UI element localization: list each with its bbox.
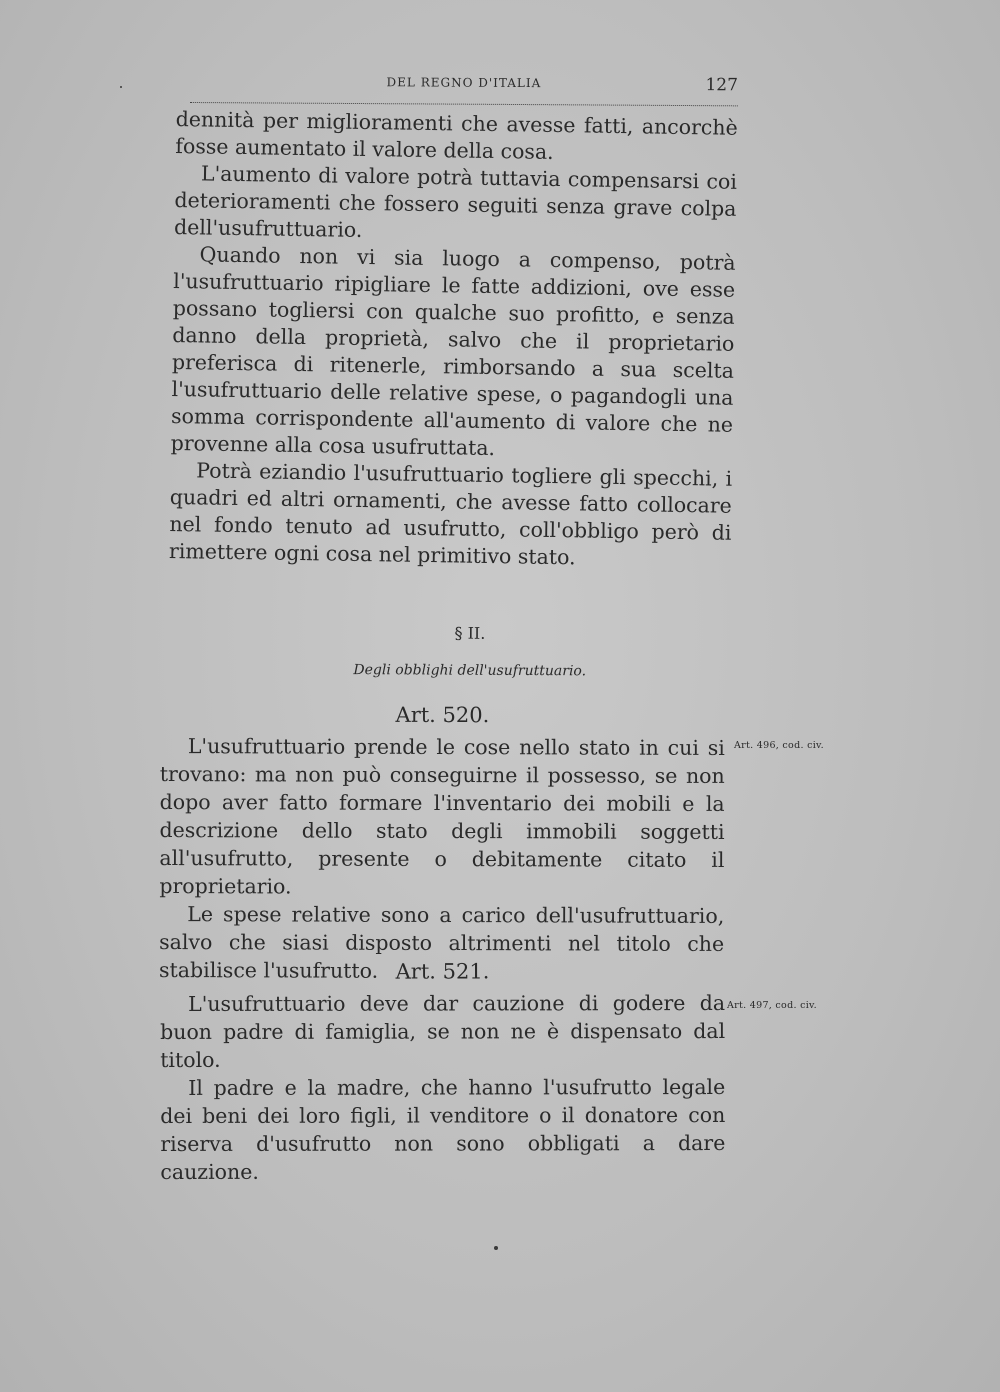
article-521 [160,957,725,1186]
paragraph: L'aumento di valore potrà tuttavia compensarsi coi deterioramenti che fossero seguiti senza grave colpa dell'usufruttuario. [173,161,738,242]
page-number: 127 [705,75,738,96]
running-title: DEL REGNO D'ITALIA [386,75,542,91]
section-heading [150,622,750,680]
paragraph: Quando non vi sia luogo a compenso, potrà l'usufruttuario ripigliare le fatte addizioni, ove esse possano togliersi con qualche suo profitto, e senza danno della proprietà, salvo che il proprietario preferisca di ritenerle, rimborsando a sua scelta l'usufruttuario delle relative spese, o pagandogli una somma corrispondente all'aumento di valore che ne provenne alla cosa usufruttata. [170,242,736,461]
article-paragraph: L'usufruttuario deve dar cauzione di godere da buon padre di famiglia, se non ne è dispensato dal titolo. [160,991,726,1072]
margin-note-art-521: Art. 497, cod. civ. [727,1000,817,1011]
body-text [169,106,738,574]
section-mark: § II. [454,623,486,643]
article-paragraph: Il padre e la madre, che hanno l'usufrutto legale dei beni dei loro figli, il venditore o il donatore con riserva d'usufrutto non sono obbligati a dare cauzione. [160,1075,726,1184]
paper-speck [120,86,122,88]
paragraph: Potrà eziandio l'usufruttuario togliere gli specchi, i quadri ed altri ornamenti, che avesse fatto collocare nel fondo tenuto ad usufrutto, coll'obbligo però di rimettere ogni cosa nel primitivo stato. [168,458,733,570]
paragraph: dennità per miglioramenti che avesse fatti, ancorchè fosse aumentato il valore della cosa. [175,106,738,164]
article-heading: Art. 520. [395,702,490,728]
margin-note-art-520: Art. 496, cod. civ. [734,740,824,751]
article-heading: Art. 521. [395,959,490,984]
section-title: Degli obblighi dell'usufruttuario. [353,662,587,680]
article-520 [159,700,725,986]
paper-speck [494,1246,498,1250]
article-paragraph: L'usufruttuario prende le cose nello stato in cui si trovano: ma non può conseguirne il possesso, se non dopo aver fatto formare l'inventario dei mobili e la descrizione dello stato degli immobili soggetti all'usufrutto, presente o debitamente citato il proprietario. [159,734,725,899]
article-paragraph: Le spese relative sono a carico dell'usufruttuario, salvo che siasi disposto altrimenti nel titolo che stabilisce l'usufrutto. [159,902,725,983]
running-header [190,72,738,106]
